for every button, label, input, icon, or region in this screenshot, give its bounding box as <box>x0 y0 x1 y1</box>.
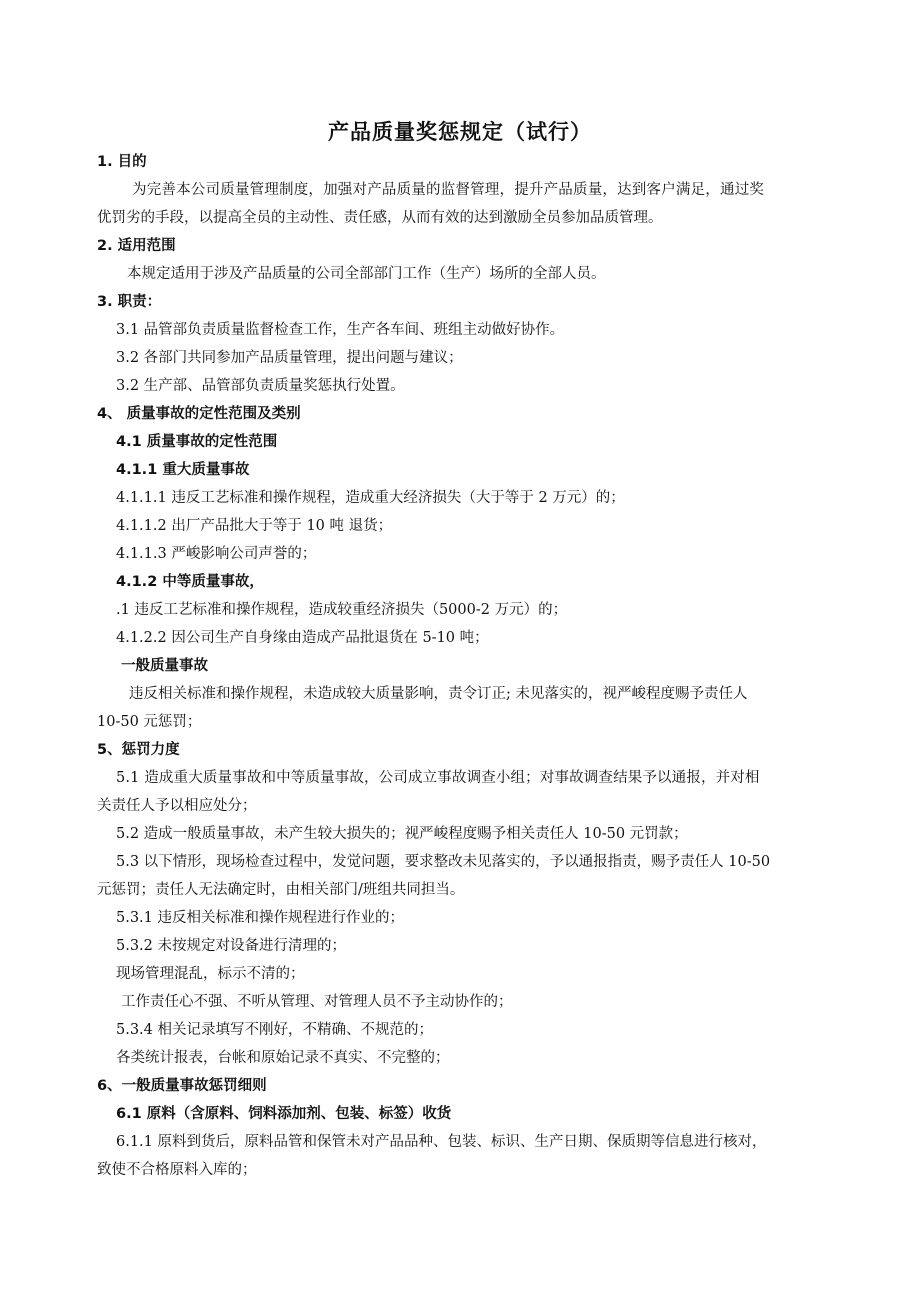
section-4-heading: 4、 质量事故的定性范围及类别 <box>97 406 301 422</box>
section-2-paragraph: 本规定适用于涉及产品质量的公司全部部门工作（生产）场所的全部人员。 <box>127 266 606 282</box>
section-5-item: 5.3.1 违反相关标准和操作规程进行作业的； <box>116 910 405 926</box>
section-4-item: 4.1.2.2 因公司生产自身缘由造成产品批退货在 5-10 吨； <box>116 630 489 646</box>
section-4-1-3-heading: 一般质量事故 <box>121 658 208 674</box>
section-5-heading: 5、惩罚力度 <box>97 742 180 758</box>
section-4-1-2-heading: 4.1.2 中等质量事故， <box>116 574 264 590</box>
section-5-item: 5.3 以下情形，现场检查过程中，发觉问题，要求整改未见落实的，予以通报指责，赐予责任人 10-50 <box>116 854 771 870</box>
section-3-item: 3.1 品管部负责质量监督检查工作，生产各车间、班组主动做好协作。 <box>116 322 565 338</box>
section-3-heading: 3. 职责： <box>97 294 162 310</box>
section-4-paragraph-line: 10-50 元惩罚； <box>97 714 202 730</box>
section-5-item: 5.3.2 未按规定对设备进行清理的； <box>116 938 347 954</box>
section-6-1-heading: 6.1 原料（含原料、饲料添加剂、包装、标签）收货 <box>116 1106 452 1122</box>
section-6-item: 6.1.1 原料到货后，原料品管和保管未对产品品种、包装、标识、生产日期、保质期等信息进行核对， <box>116 1134 767 1150</box>
section-5-item: 元惩罚；责任人无法确定时，由相关部门/班组共同担当。 <box>97 882 465 898</box>
section-4-paragraph-line: 违反相关标准和操作规程，未造成较大质量影响，责令订正; 未见落实的，视严峻程度赐予责任人 <box>129 686 748 702</box>
section-1-heading: 1. 目的 <box>97 154 147 170</box>
section-4-item: 4.1.1.1 违反工艺标准和操作规程，造成重大经济损失（大于等于 2 万元）的； <box>116 490 625 506</box>
document-title: 产品质量奖惩规定（试行） <box>328 120 592 144</box>
section-1-paragraph-line: 优罚劣的手段，以提高全员的主动性、责任感，从而有效的达到激励全员参加品质管理。 <box>97 210 663 226</box>
section-1-paragraph-line: 为完善本公司质量管理制度，加强对产品质量的监督管理，提升产品质量，达到客户满足，通过奖 <box>132 182 765 198</box>
section-5-item: 5.2 造成一般质量事故，未产生较大损失的；视严峻程度赐予相关责任人 10-50 元罚款； <box>116 826 688 842</box>
section-3-item: 3.2 生产部、品管部负责质量奖惩执行处置。 <box>116 378 405 394</box>
section-3-item: 3.2 各部门共同参加产品质量管理，提出问题与建议； <box>116 350 463 366</box>
section-5-item: 工作责任心不强、不听从管理、对管理人员不予主动协作的； <box>121 994 513 1010</box>
section-5-item: 5.1 造成重大质量事故和中等质量事故，公司成立事故调查小组；对事故调查结果予以通报，并对相 <box>116 770 760 786</box>
section-5-item: 5.3.4 相关记录填写不刚好，不精确、不规范的； <box>116 1022 434 1038</box>
section-6-item: 致使不合格原料入库的； <box>97 1162 257 1178</box>
section-4-item: 4.1.1.3 严峻影响公司声誉的； <box>116 546 317 562</box>
section-4-item: .1 违反工艺标准和操作规程，造成较重经济损失（5000-2 万元）的； <box>116 602 568 618</box>
section-6-heading: 6、一般质量事故惩罚细则 <box>97 1078 267 1094</box>
section-5-item: 各类统计报表，台帐和原始记录不真实、不完整的； <box>116 1050 450 1066</box>
section-2-heading: 2. 适用范围 <box>97 238 176 254</box>
section-4-item: 4.1.1.2 出厂产品批大于等于 10 吨 退货； <box>116 518 393 534</box>
section-4-1-heading: 4.1 质量事故的定性范围 <box>116 434 278 450</box>
section-5-item: 现场管理混乱，标示不清的； <box>116 966 305 982</box>
section-4-1-1-heading: 4.1.1 重大质量事故 <box>116 462 250 478</box>
section-5-item: 关责任人予以相应处分； <box>97 798 257 814</box>
